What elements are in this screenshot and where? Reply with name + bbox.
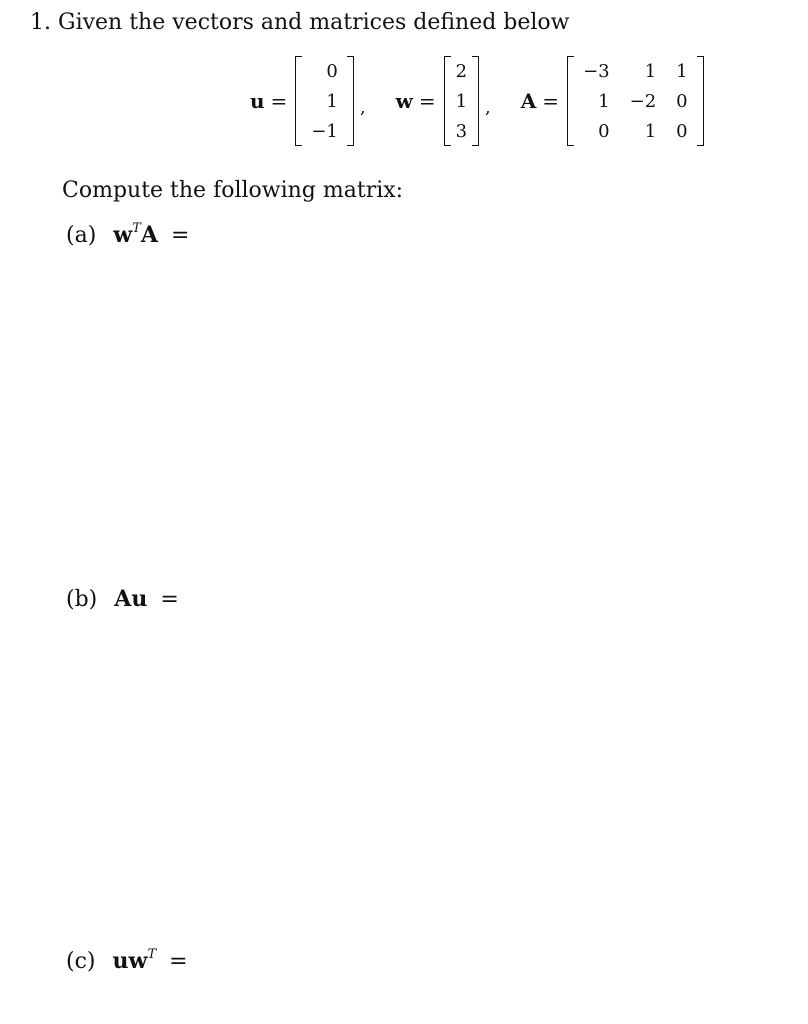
definitions-row — [250, 56, 704, 146]
u-equals: = — [270, 89, 288, 113]
problem-statement: Given the vectors and matrices defined below — [58, 10, 570, 35]
A-entry: 0 — [676, 120, 688, 142]
part-c-equals: = — [169, 949, 188, 974]
problem-number: 1. — [30, 10, 51, 35]
A-entry: 1 — [644, 60, 657, 82]
part-a-equals: = — [171, 223, 190, 248]
A-entry: −2 — [629, 90, 657, 112]
part-a-expression: $w^TA$ — [113, 220, 158, 248]
u-entry: 0 — [326, 60, 338, 82]
part-b-expression: Au — [114, 586, 148, 612]
part-c-expression: $uw^T$ — [112, 946, 157, 974]
A-entry: 0 — [676, 90, 688, 112]
w-entry: 2 — [455, 60, 468, 82]
part-b-tag: (b) — [66, 587, 98, 612]
w-entry: 1 — [455, 90, 468, 112]
part-c — [66, 948, 188, 974]
u-entry: 1 — [326, 90, 338, 112]
problem-heading — [30, 10, 570, 35]
instruction-text: Compute the following matrix: — [62, 178, 404, 203]
part-a-tag: (a) — [66, 223, 97, 248]
u-entry: −1 — [311, 120, 338, 142]
part-c-tag: (c) — [66, 949, 96, 974]
A-label: A — [520, 89, 537, 113]
part-b-equals: = — [160, 587, 179, 612]
separator-comma: , — [485, 96, 491, 118]
w-label: w — [395, 89, 413, 113]
separator-comma: , — [359, 96, 366, 118]
w-entry: 3 — [455, 120, 468, 142]
A-equals: = — [542, 89, 560, 113]
A-entry: 1 — [676, 60, 688, 82]
w-equals: = — [418, 89, 436, 113]
part-a — [66, 222, 189, 248]
w-vector — [444, 56, 479, 146]
A-entry: 1 — [644, 120, 657, 142]
u-label: u — [250, 89, 265, 113]
part-b — [66, 586, 179, 612]
A-matrix — [567, 56, 704, 146]
u-vector — [295, 56, 354, 146]
A-entry: −3 — [583, 60, 610, 82]
A-entry: 0 — [598, 120, 610, 142]
A-entry: 1 — [598, 90, 610, 112]
